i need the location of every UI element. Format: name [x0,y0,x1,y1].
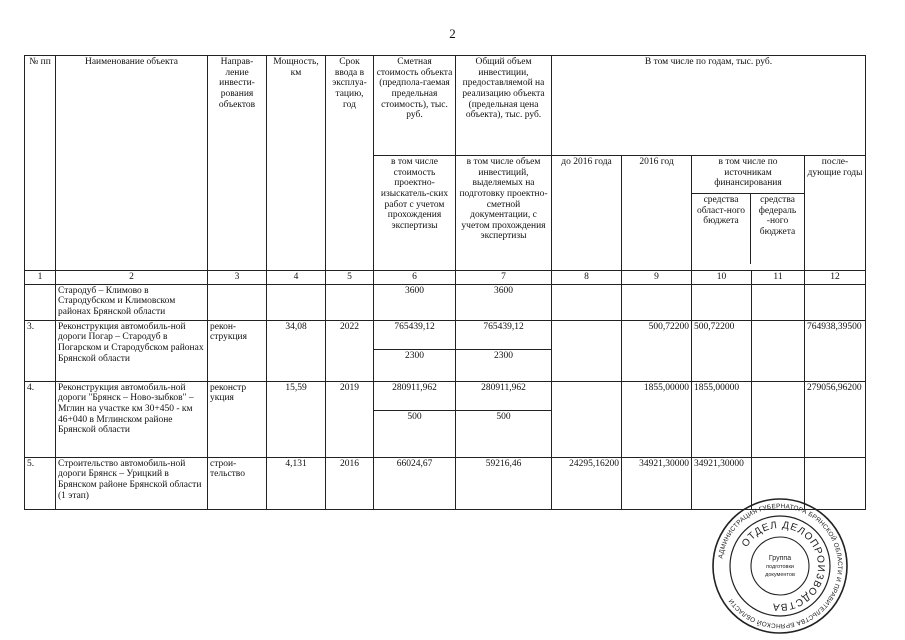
column-numbers-row [25,271,866,285]
header-regional: средства област-ного бюджета [692,194,751,264]
header-cost: Сметная стоимость объекта (предпола-гаемая предельная стоимость), тыс. руб. [374,56,456,156]
header-before-2016: до 2016 года [552,156,622,271]
header-cost-design: в том числе стоимость проектно-изыскатель-ских работ с учетом прохождения экспертизы [374,156,456,271]
row-later: 764938,39500 [805,320,866,381]
stamp-center-line2: подготовки [766,564,794,570]
row-regional: 1855,00000 [692,381,752,457]
row-name: Стародуб – Климово в Стародубском и Климовском районах Брянской области [56,284,208,320]
header-direction: Направ-ление инвести-рования объектов [208,56,267,271]
stamp-outer-text: АДМИНИСТРАЦИЯ ГУБЕРНАТОРА БРЯНСКОЙ ОБЛАСТИ И ПРАВИТЕЛЬСТВА БРЯНСКОЙ ОБЛАСТИ [717,502,844,630]
row-cost [374,381,456,457]
col-number: 7 [456,271,552,285]
row-direction [208,284,267,320]
row-regional: 500,72200 [692,320,752,381]
row-invest-design: 2300 [494,350,513,361]
row-2016 [622,284,692,320]
header-year: Срок ввода в эксплуа-тацию, год [326,56,374,271]
row-capacity [267,284,326,320]
col-number: 3 [208,271,267,285]
row-invest: 3600 [456,284,552,320]
row-capacity: 34,08 [267,320,326,381]
header-row-1 [25,56,866,156]
row-cost-design: 500 [407,411,422,422]
header-2016: 2016 год [622,156,692,271]
row-name: Строительство автомобиль-ной дороги Брянск – Урицкий в Брянском районе Брянской области (1 этап) [56,457,208,509]
stamp-center-line3: документов [765,572,795,578]
row-before-2016: 24295,16200 [552,457,622,509]
row-year: 2016 [326,457,374,509]
row-cost [374,320,456,381]
col-number: 6 [374,271,456,285]
official-stamp [710,496,850,636]
row-year: 2022 [326,320,374,381]
header-invest: Общий объем инвестиции, предоставляемой на реализацию объекта (предельная цена объекта), тыс. руб. [456,56,552,156]
investment-table [24,55,866,510]
col-number: 11 [752,271,805,285]
header-sources-title: в том числе по источникам финансирования [692,156,804,194]
row-2016: 1855,00000 [622,381,692,457]
col-number: 2 [56,271,208,285]
col-number: 4 [267,271,326,285]
row-regional: 34921,30000 [692,457,752,509]
row-before-2016 [552,320,622,381]
row-invest-total: 765439,12 [456,321,551,350]
header-sources [692,156,805,271]
col-number: 1 [25,271,56,285]
row-cost-design: 2300 [405,350,424,361]
row-invest [456,381,552,457]
header-name: Наименование объекта [56,56,208,271]
row-invest [456,320,552,381]
row-direction: реконстр укция [208,381,267,457]
row-later: 279056,96200 [805,381,866,457]
col-number: 10 [692,271,752,285]
header-by-years: В том числе по годам, тыс. руб. [552,56,866,156]
page-number: 2 [449,26,456,41]
row-num: 4. [25,381,56,457]
table-row [25,284,866,320]
row-invest: 59216,46 [456,457,552,509]
table-row [25,381,866,457]
header-num: № пп [25,56,56,271]
col-number: 9 [622,271,692,285]
header-capacity: Мощность, км [267,56,326,271]
row-cost: 66024,67 [374,457,456,509]
row-num: 3. [25,320,56,381]
row-before-2016 [552,381,622,457]
row-2016: 500,72200 [622,320,692,381]
row-cost-total: 765439,12 [374,321,455,350]
row-direction: строи-тельство [208,457,267,509]
row-federal [752,284,805,320]
row-regional [692,284,752,320]
header-invest-design: в том числе объем инвестиций, выделяемых на подготовку проектно-сметной документации, с учетом прохождения экспертизы [456,156,552,271]
row-name: Реконструкция автомобиль-ной дороги "Брянск – Ново-зыбков" – Мглин на участке км 30+450 - км 46+040 в Мглинском районе Брянской области [56,381,208,457]
row-capacity: 4,131 [267,457,326,509]
stamp-inner-text: ОТДЕЛ ДЕЛОПРОИЗВОДСТВА [739,519,827,613]
row-capacity: 15,59 [267,381,326,457]
table-row [25,320,866,381]
row-cost-total: 280911,962 [374,382,455,411]
row-invest-total: 280911,962 [456,382,551,411]
row-before-2016 [552,284,622,320]
header-later: после-дующие годы [805,156,866,271]
row-num: 5. [25,457,56,509]
col-number: 12 [805,271,866,285]
row-year [326,284,374,320]
row-num [25,284,56,320]
row-federal [752,320,805,381]
row-direction: рекон-струкция [208,320,267,381]
row-name: Реконструкция автомобиль-ной дороги Погар – Стародуб в Погарском и Стародубском районах Брянской области [56,320,208,381]
row-invest-design: 500 [496,411,511,422]
col-number: 5 [326,271,374,285]
row-year: 2019 [326,381,374,457]
stamp-center-line1: Группа [768,555,792,562]
row-2016: 34921,30000 [622,457,692,509]
row-later [805,284,866,320]
col-number: 8 [552,271,622,285]
row-cost: 3600 [374,284,456,320]
header-federal: средства федераль -ного бюджета [758,195,797,237]
row-federal [752,381,805,457]
